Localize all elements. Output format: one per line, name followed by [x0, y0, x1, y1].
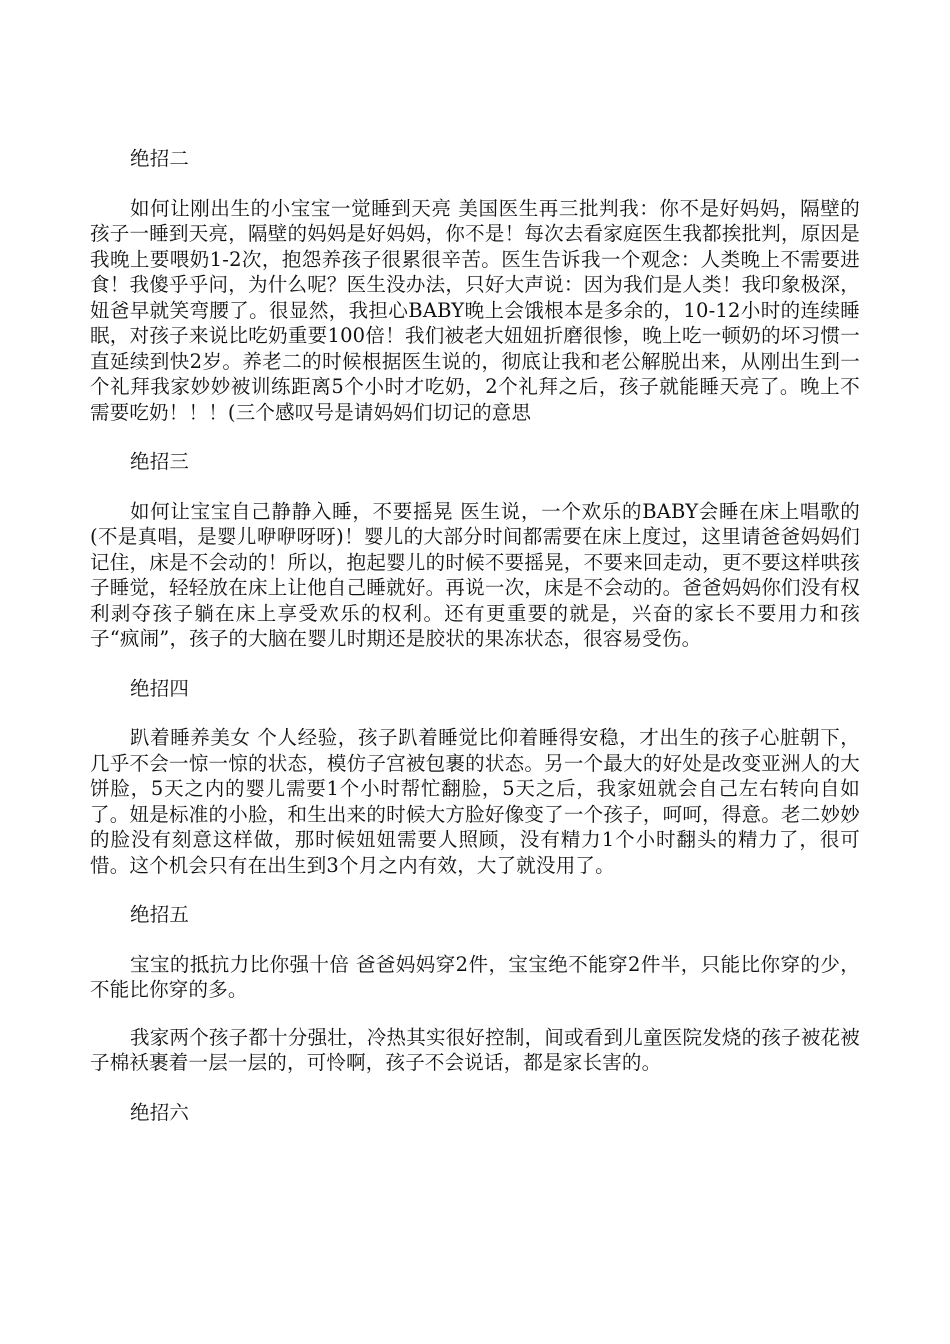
section-paragraph: 宝宝的抵抗力比你强十倍 爸爸妈妈穿2件，宝宝绝不能穿2件半，只能比你穿的少，不能比你穿的多。: [90, 952, 860, 1001]
section-heading: 绝招六: [130, 1100, 190, 1124]
section-heading: 绝招四: [130, 676, 190, 700]
section-paragraph: 如何让刚出生的小宝宝一觉睡到天亮 美国医生再三批判我：你不是好妈妈，隔壁的孩子一睡到天亮，隔壁的妈妈是好妈妈，你不是！每次去看家庭医生我都挨批判，原因是我晚上要喂奶1-2次，抱怨养孩子很累很辛苦。医生告诉我一个观念：人类晚上不需要进食！我傻乎乎问，为什么呢？医生没办法，只好大声说：因为我们是人类！我印象极深，妞爸早就笑弯腰了。很显然，我担心BABY晚上会饿根本是多余的，10-12小时的连续睡眠，对孩子来说比吃奶重要100倍！我们被老大妞妞折磨很惨，晚上吃一顿奶的坏习惯一直延续到快2岁。养老二的时候根据医生说的，彻底让我和老公解脱出来，从刚出生到一个礼拜我家妙妙被训练距离5个小时才吃奶，2个礼拜之后，孩子就能睡天亮了。晚上不需要吃奶！！！(三个感叹号是请妈妈们切记的意思: [90, 196, 860, 424]
section-heading: 绝招三: [130, 450, 190, 473]
section-paragraph: 如何让宝宝自己静静入睡，不要摇晃 医生说，一个欢乐的BABY会睡在床上唱歌的(不是真唱，是婴儿咿咿呀呀)！婴儿的大部分时间都需要在床上度过，这里请爸爸妈妈们记住，床是不会动的！所以，抱起婴儿的时候不要摇晃，不要来回走动，更不要这样哄孩子睡觉，轻轻放在床上让他自己睡就好。再说一次，床是不会动的。爸爸妈妈你们没有权利剥夺孩子躺在床上享受欢乐的权利。还有更重要的就是，兴奋的家长不要用力和孩子“疯闹”，孩子的大脑在婴儿时期还是胶状的果冻状态，很容易受伤。: [90, 499, 860, 650]
section-paragraph: 我家两个孩子都十分强壮，冷热其实很好控制，间或看到儿童医院发烧的孩子被花被子棉袄裹着一层一层的，可怜啊，孩子不会说话，都是家长害的。: [90, 1025, 860, 1074]
section-paragraph: 趴着睡养美女 个人经验，孩子趴着睡觉比仰着睡得安稳，才出生的孩子心脏朝下，几乎不会一惊一惊的状态，模仿子宫被包裹的状态。另一个最大的好处是改变亚洲人的大饼脸，5天之内的婴儿需要1个小时帮忙翻脸，5天之后，我家妞就会自己左右转向自如了。妞是标准的小脸，和生出来的时候大方脸好像变了一个孩子，呵呵，得意。老二妙妙的脸没有刻意这样做，那时候妞妞需要人照顾，没有精力1个小时翻头的精力了，很可惜。这个机会只有在出生到3个月之内有效，大了就没用了。: [90, 726, 860, 877]
document-body: [90, 146, 860, 1149]
section-heading: 绝招二: [130, 147, 190, 170]
section-heading: 绝招五: [130, 903, 190, 926]
